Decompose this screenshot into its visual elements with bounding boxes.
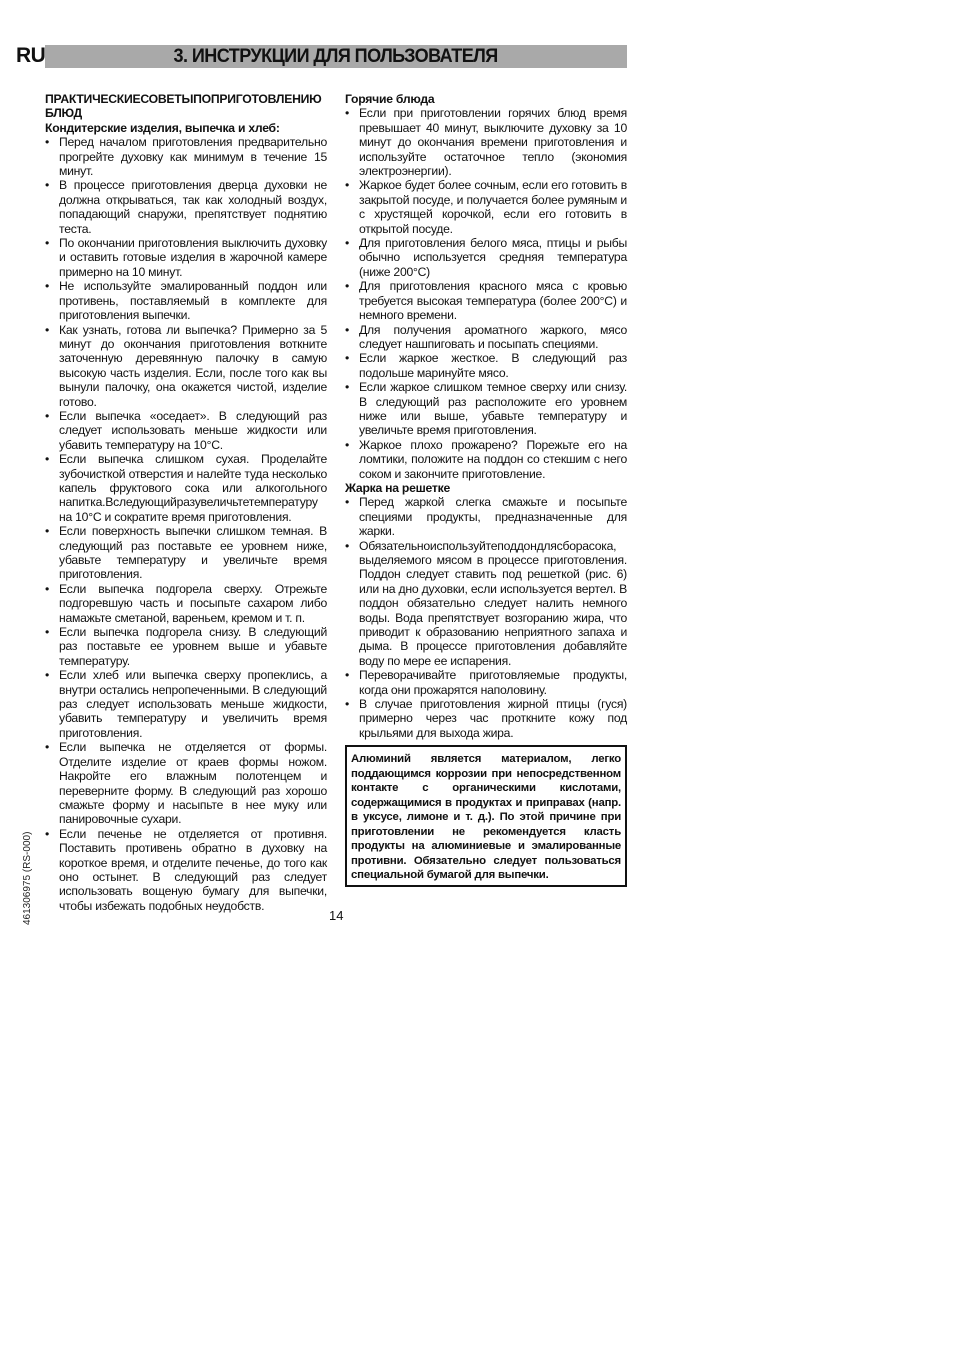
bullet-icon: • <box>45 322 50 337</box>
list-item <box>45 135 327 178</box>
list-item <box>345 236 627 279</box>
pastry-subheading: Кондитерские изделия, выпечка и хлеб: <box>45 120 280 135</box>
list-item-text: Переворачивайте приготовляемые продукты, когда они прожарятся наполовину. <box>359 668 627 697</box>
list-item-text: Если поверхность выпечки слишком темная. В следующий раз поставьте ее уровнем ниже, убавьте температуру и увеличьте время приготовления. <box>59 524 327 582</box>
list-item-text: Если при приготовлении горячих блюд время превышает 40 минут, выключите духовку за 10 минут до окончания времени приготовления и используйте остаточное тепло (экономия электроэнергии). <box>359 106 627 179</box>
list-item-text: Перед началом приготовления предварительно прогрейте духовку как минимум в течение 15 минут. <box>59 135 327 179</box>
list-item <box>45 827 327 913</box>
list-item <box>345 323 627 352</box>
list-item-text: Если печенье не отделяется от противня. Поставить противень обратно в духовку на короткое время, и отделите печенье, до того как оно остынет. В следующий раз следует использовать вощеную бумагу для выпечки, чтобы избежать подобных неудобств. <box>59 826 327 913</box>
list-item <box>345 697 627 740</box>
list-item-text: Если хлеб или выпечка сверху пропеклись, а внутри остались непропеченными. В следующий раз следует использовать меньше жидкости, убавить температуру и увеличить время приготовления. <box>59 668 327 740</box>
bullet-icon: • <box>345 322 350 337</box>
list-item-text: Если жаркое жесткое. В следующий раз подольше маринуйте мясо. <box>359 351 627 380</box>
list-item <box>45 178 327 236</box>
bullet-icon: • <box>45 625 50 640</box>
bullet-icon: • <box>45 135 50 150</box>
list-item-text: Как узнать, готова ли выпечка? Примерно за 5 минут до окончания приготовления воткните заточенную деревянную палочку в самую высокую часть изделия. Если, после того как вы вынули палочку, она окажется чистой, изделие готово. <box>59 322 327 409</box>
list-item <box>45 740 327 826</box>
list-item-text: По окончании приготовления выключить духовку и оставить готовые изделия в жарочной камере примерно на 10 минут. <box>59 236 327 279</box>
list-item <box>345 279 627 322</box>
bullet-icon: • <box>345 437 350 452</box>
bullet-icon: • <box>345 106 350 121</box>
list-item-text: Если выпечка слишком сухая. Проделайте зубочисткой отверстия и налейте туда несколько капель фруктового сока или алкогольного напитка.Вследующийразувеличьтетемпературу на 10°C и сократите время приготовления. <box>59 452 327 524</box>
list-item-text: Жаркое плохо прожарено? Порежьте его на ломтики, положите на поддон со стекшим с него соком и закончите приготовление. <box>359 437 627 481</box>
grill-heading: Жарка на решетке <box>345 480 451 495</box>
bullet-icon: • <box>345 538 350 553</box>
list-item <box>345 380 627 438</box>
list-item-text: Для приготовления белого мяса, птицы и рыбы обычно используется средняя температура (ниже 200°C) <box>359 236 627 279</box>
list-item-text: Перед жаркой слегка смажьте и посыпьте специями продукты, предназначенные для жарки. <box>359 495 627 539</box>
list-item-text: Не используйте эмалированный поддон или противень, поставляемый в комплекте для приготовления выпечки. <box>59 279 327 323</box>
list-item-text: Для получения ароматного жаркого, мясо следует нашпиговать и посыпать специями. <box>359 322 627 351</box>
bullet-icon: • <box>345 380 350 395</box>
list-item <box>345 106 627 178</box>
list-item <box>45 524 327 582</box>
list-item <box>345 438 627 481</box>
bullet-icon: • <box>345 351 350 366</box>
list-item-text: Если выпечка «оседает». В следующий раз следует использовать меньше жидкости или убавить температуру на 10°C. <box>59 408 327 452</box>
list-item-text: Если выпечка подгорела снизу. В следующий раз поставьте ее уровнем выше и убавьте температуру. <box>59 625 327 668</box>
tips-heading: ПРАКТИЧЕСКИЕСОВЕТЫПОПРИГОТОВЛЕНИЮ БЛЮД <box>45 92 322 121</box>
list-item-text: В случае приготовления жирной птицы (гуся) примерно через час проткните кожу под крыльями для выхода жира. <box>359 697 627 740</box>
bullet-icon: • <box>345 178 350 193</box>
list-item-text: Для приготовления красного мяса с кровью требуется высокая температура (более 200°C) и немного времени. <box>359 279 627 323</box>
list-item <box>345 178 627 236</box>
list-item <box>45 409 327 452</box>
bullet-icon: • <box>45 408 50 423</box>
list-item <box>45 279 327 322</box>
bullet-icon: • <box>345 495 350 510</box>
list-item-text: Жаркое будет более сочным, если его готовить в закрытой посуде, и получается более румяным и с хрустящей корочкой, если его готовить в открытой посуде. <box>359 178 627 236</box>
list-item-text: Если выпечка подгорела сверху. Отрежьте подгоревшую часть и посыпьте сахаром либо намажьте сметаной, вареньем, кремом и т. п. <box>59 581 327 625</box>
list-item-text: В процессе приготовления дверца духовки не должна открываться, так как холодный воздух, попадающий снаружи, препятствует поднятию теста. <box>59 178 327 236</box>
left-column <box>45 92 327 913</box>
list-item <box>45 236 327 279</box>
list-item <box>45 668 327 740</box>
bullet-icon: • <box>45 581 50 596</box>
hot-dishes-list <box>345 106 627 481</box>
bullet-icon: • <box>45 178 50 193</box>
section-header <box>45 45 627 68</box>
grill-list <box>345 495 627 740</box>
list-item <box>345 668 627 697</box>
bullet-icon: • <box>345 279 350 294</box>
section-title: 3. ИНСТРУКЦИИ ДЛЯ ПОЛЬЗОВАТЕЛЯ <box>173 46 499 67</box>
language-label: RU <box>16 44 46 67</box>
list-item <box>45 452 327 524</box>
list-item-text: Обязательноиспользуйтеподдондлясборасока, выделяемого мясом в процессе приготовления. Поддон следует ставить под решеткой (рис. 6) или на дно духовки, если используется вертел. В поддон обязательно следует налить немного воды. Вода препятствует возгоранию жира, что приводит к образованию неприятного запаха и дыма. В процессе приготовления добавляйте воду по мере ее испарения. <box>359 538 627 668</box>
right-column <box>345 92 627 887</box>
bullet-icon: • <box>45 668 50 683</box>
bullet-icon: • <box>45 279 50 294</box>
list-item <box>345 539 627 669</box>
list-item-text: Если жаркое слишком темное сверху или снизу. В следующий раз расположите его уровнем ниже или выше, убавьте температуру и увеличьте время приготовления. <box>359 380 627 438</box>
bullet-icon: • <box>345 697 350 712</box>
list-item <box>345 495 627 538</box>
bullet-icon: • <box>345 668 350 683</box>
document-code: 461306975 (RS-000) <box>22 831 33 925</box>
bullet-icon: • <box>45 524 50 539</box>
list-item-text: Если выпечка не отделяется от формы. Отделите изделие от краев формы ножом. Накройте его влажным полотенцем и переверните форму. В следующий раз хорошо смажьте форму и насыпьте в нее муку или панировочные сухари. <box>59 740 327 827</box>
page-number: 14 <box>329 908 344 923</box>
list-item <box>45 323 327 409</box>
hot-dishes-heading: Горячие блюда <box>345 92 435 106</box>
bullet-icon: • <box>45 452 50 467</box>
bullet-icon: • <box>45 740 50 755</box>
pastry-tips-list <box>45 135 327 913</box>
list-item <box>45 582 327 625</box>
list-item <box>45 625 327 668</box>
list-item <box>345 351 627 380</box>
aluminium-warning-box: Алюминий является материалом, легко поддающимся коррозии при непосредственном контакте с органическими кислотами, содержащимися в продуктах и приправах (напр. в уксусе, лимоне и т. д.). По этой причине при приготовлении не рекомендуется класть продукты на алюминиевые и эмалированные противни. Обязательно следует пользоваться специальной бумагой для выпечки. <box>345 745 627 887</box>
bullet-icon: • <box>45 236 50 251</box>
bullet-icon: • <box>345 236 350 251</box>
bullet-icon: • <box>45 826 50 841</box>
